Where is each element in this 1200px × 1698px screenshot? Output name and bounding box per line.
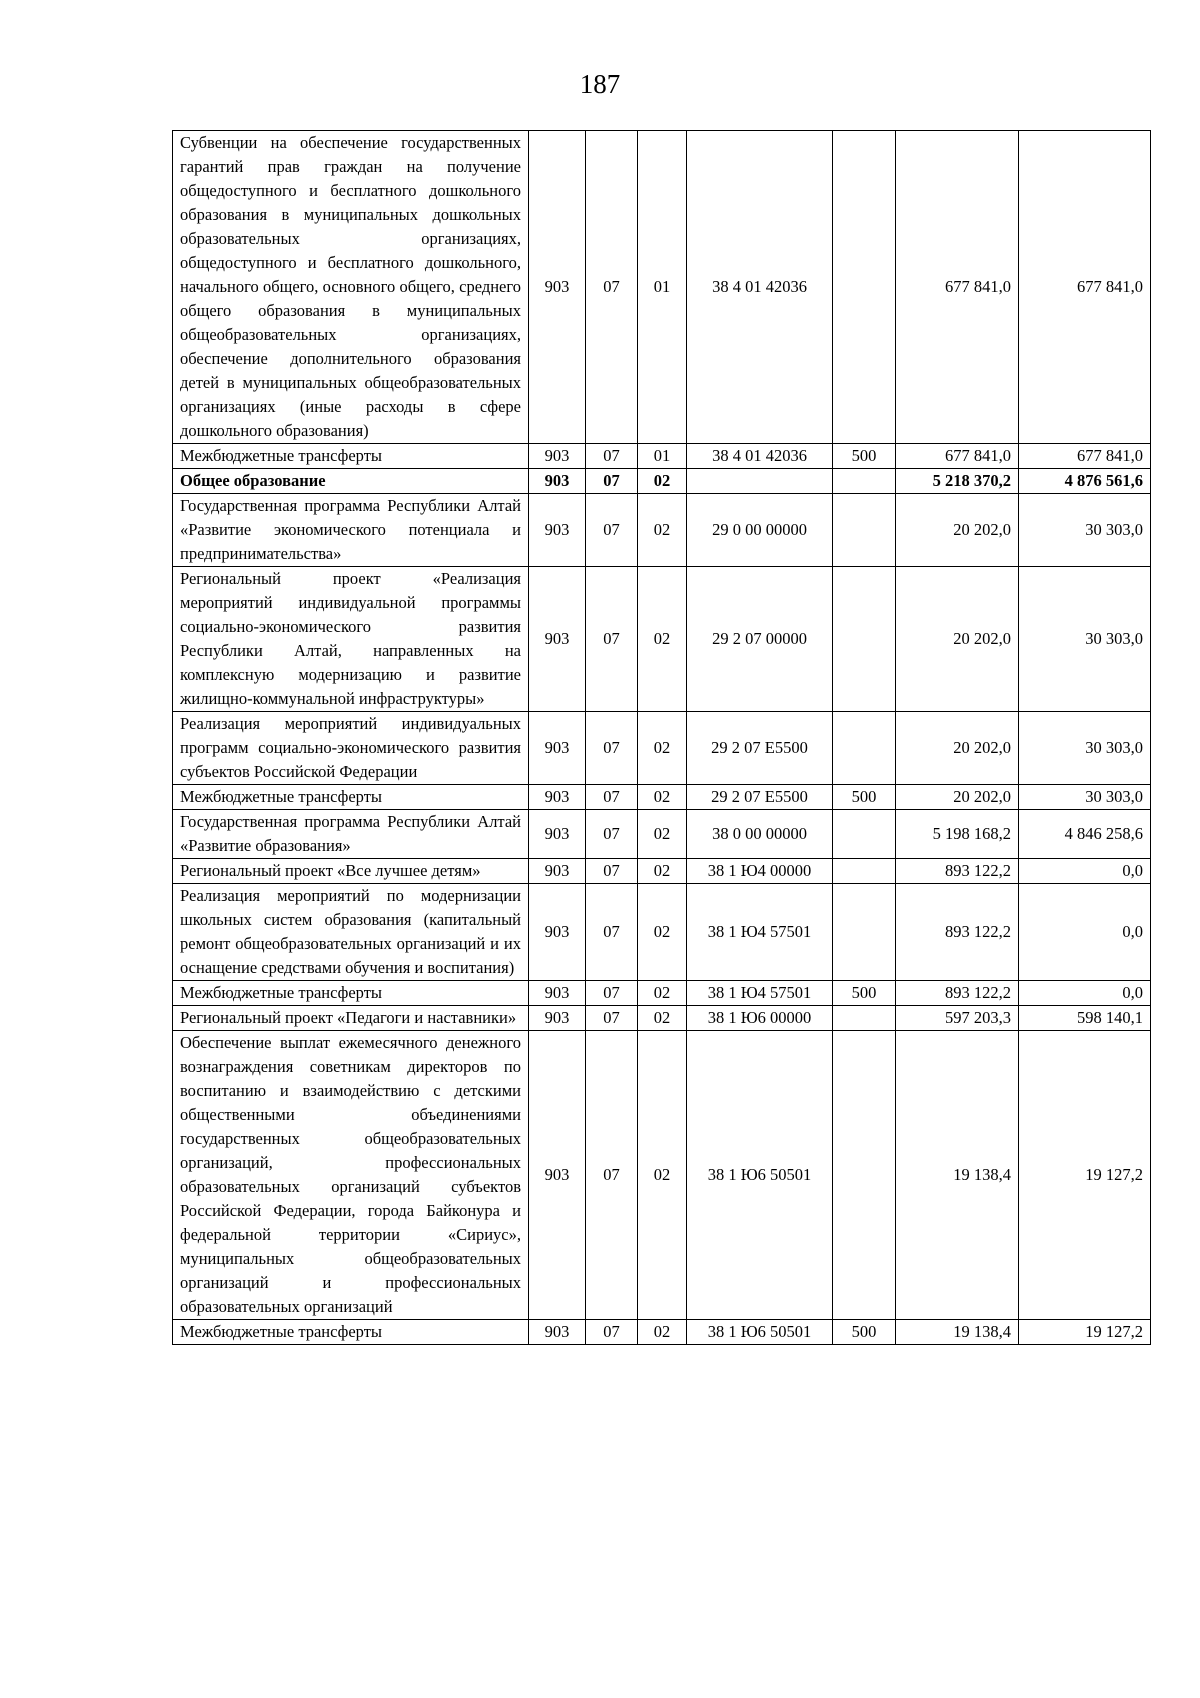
cell-subsection: 02 bbox=[638, 712, 687, 785]
cell-name: Обеспечение выплат ежемесячного денежного вознаграждения советникам директоров по воспитанию и взаимодействию с детскими общественными объединениями государственных общеобразовательных организаций, профессиональных образовательных организаций субъектов Российской Федерации, города Байконура и федеральной территории «Сириус», муниципальных общеобразовательных организаций и профессиональных образовательных организаций bbox=[173, 1031, 529, 1320]
cell-expense-type bbox=[833, 712, 896, 785]
cell-section: 07 bbox=[586, 810, 638, 859]
table-row bbox=[173, 1320, 1151, 1345]
cell-amount-year1: 20 202,0 bbox=[896, 785, 1019, 810]
cell-section: 07 bbox=[586, 1320, 638, 1345]
cell-name: Межбюджетные трансферты bbox=[173, 981, 529, 1006]
cell-subsection: 02 bbox=[638, 1320, 687, 1345]
cell-name: Региональный проект «Реализация мероприятий индивидуальной программы социально-экономического развития Республики Алтай, направленных на комплексную модернизацию и развитие жилищно-коммунальной инфраструктуры» bbox=[173, 567, 529, 712]
cell-name: Субвенции на обеспечение государственных гарантий прав граждан на получение общедоступного и бесплатного дошкольного образования в муниципальных дошкольных образовательных организациях, общедоступного и бесплатного дошкольного, начального общего, основного общего, среднего общего образования в муниципальных общеобразовательных организациях, обеспечение дополнительного образования детей в муниципальных общеобразовательных организациях (иные расходы в сфере дошкольного образования) bbox=[173, 131, 529, 444]
table-row bbox=[173, 859, 1151, 884]
cell-section: 07 bbox=[586, 859, 638, 884]
cell-amount-year2: 0,0 bbox=[1019, 884, 1151, 981]
cell-expense-type bbox=[833, 469, 896, 494]
cell-subsection: 02 bbox=[638, 469, 687, 494]
cell-amount-year2: 0,0 bbox=[1019, 859, 1151, 884]
table-row bbox=[173, 1031, 1151, 1320]
cell-section: 07 bbox=[586, 494, 638, 567]
cell-amount-year2: 677 841,0 bbox=[1019, 131, 1151, 444]
cell-amount-year2: 598 140,1 bbox=[1019, 1006, 1151, 1031]
table-row bbox=[173, 469, 1151, 494]
cell-name: Региональный проект «Все лучшее детям» bbox=[173, 859, 529, 884]
cell-target-article: 38 1 Ю6 00000 bbox=[687, 1006, 833, 1031]
cell-target-article bbox=[687, 469, 833, 494]
cell-amount-year2: 30 303,0 bbox=[1019, 494, 1151, 567]
cell-grbs: 903 bbox=[529, 1031, 586, 1320]
table-body bbox=[173, 131, 1151, 1345]
cell-target-article: 38 1 Ю4 57501 bbox=[687, 884, 833, 981]
table-row bbox=[173, 131, 1151, 444]
cell-subsection: 02 bbox=[638, 494, 687, 567]
table-row bbox=[173, 712, 1151, 785]
cell-grbs: 903 bbox=[529, 859, 586, 884]
cell-amount-year1: 20 202,0 bbox=[896, 712, 1019, 785]
cell-amount-year2: 30 303,0 bbox=[1019, 712, 1151, 785]
cell-amount-year1: 5 198 168,2 bbox=[896, 810, 1019, 859]
cell-grbs: 903 bbox=[529, 494, 586, 567]
cell-subsection: 02 bbox=[638, 981, 687, 1006]
cell-expense-type bbox=[833, 884, 896, 981]
table-row bbox=[173, 1006, 1151, 1031]
cell-target-article: 38 1 Ю4 57501 bbox=[687, 981, 833, 1006]
cell-amount-year2: 677 841,0 bbox=[1019, 444, 1151, 469]
cell-target-article: 29 0 00 00000 bbox=[687, 494, 833, 567]
cell-section: 07 bbox=[586, 131, 638, 444]
table-row bbox=[173, 785, 1151, 810]
cell-subsection: 02 bbox=[638, 1006, 687, 1031]
cell-grbs: 903 bbox=[529, 469, 586, 494]
cell-amount-year1: 677 841,0 bbox=[896, 444, 1019, 469]
cell-section: 07 bbox=[586, 469, 638, 494]
cell-section: 07 bbox=[586, 444, 638, 469]
cell-expense-type: 500 bbox=[833, 981, 896, 1006]
cell-subsection: 02 bbox=[638, 810, 687, 859]
table-row bbox=[173, 810, 1151, 859]
cell-expense-type: 500 bbox=[833, 785, 896, 810]
cell-amount-year1: 677 841,0 bbox=[896, 131, 1019, 444]
cell-amount-year2: 4 876 561,6 bbox=[1019, 469, 1151, 494]
cell-grbs: 903 bbox=[529, 444, 586, 469]
cell-subsection: 01 bbox=[638, 444, 687, 469]
cell-amount-year2: 0,0 bbox=[1019, 981, 1151, 1006]
cell-grbs: 903 bbox=[529, 810, 586, 859]
cell-amount-year2: 19 127,2 bbox=[1019, 1320, 1151, 1345]
cell-name: Межбюджетные трансферты bbox=[173, 785, 529, 810]
cell-target-article: 29 2 07 00000 bbox=[687, 567, 833, 712]
table-row bbox=[173, 981, 1151, 1006]
cell-expense-type bbox=[833, 567, 896, 712]
cell-amount-year2: 4 846 258,6 bbox=[1019, 810, 1151, 859]
cell-amount-year2: 19 127,2 bbox=[1019, 1031, 1151, 1320]
cell-target-article: 38 4 01 42036 bbox=[687, 131, 833, 444]
cell-subsection: 02 bbox=[638, 785, 687, 810]
cell-section: 07 bbox=[586, 567, 638, 712]
cell-section: 07 bbox=[586, 981, 638, 1006]
table-row bbox=[173, 494, 1151, 567]
cell-amount-year2: 30 303,0 bbox=[1019, 785, 1151, 810]
cell-subsection: 01 bbox=[638, 131, 687, 444]
cell-expense-type bbox=[833, 131, 896, 444]
cell-amount-year1: 20 202,0 bbox=[896, 567, 1019, 712]
cell-expense-type bbox=[833, 1006, 896, 1031]
cell-section: 07 bbox=[586, 1006, 638, 1031]
cell-amount-year1: 597 203,3 bbox=[896, 1006, 1019, 1031]
cell-grbs: 903 bbox=[529, 1006, 586, 1031]
cell-amount-year1: 20 202,0 bbox=[896, 494, 1019, 567]
cell-amount-year1: 893 122,2 bbox=[896, 884, 1019, 981]
table-row bbox=[173, 567, 1151, 712]
cell-expense-type bbox=[833, 1031, 896, 1320]
cell-section: 07 bbox=[586, 1031, 638, 1320]
cell-expense-type bbox=[833, 859, 896, 884]
cell-section: 07 bbox=[586, 785, 638, 810]
cell-subsection: 02 bbox=[638, 1031, 687, 1320]
cell-amount-year1: 5 218 370,2 bbox=[896, 469, 1019, 494]
cell-target-article: 29 2 07 Е5500 bbox=[687, 785, 833, 810]
cell-amount-year2: 30 303,0 bbox=[1019, 567, 1151, 712]
cell-amount-year1: 19 138,4 bbox=[896, 1320, 1019, 1345]
table-row bbox=[173, 884, 1151, 981]
cell-grbs: 903 bbox=[529, 131, 586, 444]
cell-name: Региональный проект «Педагоги и наставники» bbox=[173, 1006, 529, 1031]
cell-name: Общее образование bbox=[173, 469, 529, 494]
cell-grbs: 903 bbox=[529, 785, 586, 810]
cell-subsection: 02 bbox=[638, 884, 687, 981]
cell-target-article: 29 2 07 Е5500 bbox=[687, 712, 833, 785]
cell-expense-type: 500 bbox=[833, 444, 896, 469]
cell-name: Межбюджетные трансферты bbox=[173, 1320, 529, 1345]
cell-target-article: 38 4 01 42036 bbox=[687, 444, 833, 469]
cell-amount-year1: 893 122,2 bbox=[896, 859, 1019, 884]
cell-section: 07 bbox=[586, 884, 638, 981]
cell-subsection: 02 bbox=[638, 567, 687, 712]
cell-name: Государственная программа Республики Алтай «Развитие экономического потенциала и предпринимательства» bbox=[173, 494, 529, 567]
table-row bbox=[173, 444, 1151, 469]
cell-grbs: 903 bbox=[529, 567, 586, 712]
cell-expense-type: 500 bbox=[833, 1320, 896, 1345]
cell-target-article: 38 1 Ю6 50501 bbox=[687, 1031, 833, 1320]
page-number: 187 bbox=[579, 69, 621, 99]
cell-grbs: 903 bbox=[529, 1320, 586, 1345]
cell-amount-year1: 893 122,2 bbox=[896, 981, 1019, 1006]
cell-name: Реализация мероприятий индивидуальных программ социально-экономического развития субъектов Российской Федерации bbox=[173, 712, 529, 785]
cell-amount-year1: 19 138,4 bbox=[896, 1031, 1019, 1320]
cell-expense-type bbox=[833, 494, 896, 567]
cell-grbs: 903 bbox=[529, 981, 586, 1006]
cell-section: 07 bbox=[586, 712, 638, 785]
cell-expense-type bbox=[833, 810, 896, 859]
cell-name: Государственная программа Республики Алтай «Развитие образования» bbox=[173, 810, 529, 859]
cell-target-article: 38 1 Ю4 00000 bbox=[687, 859, 833, 884]
cell-name: Реализация мероприятий по модернизации школьных систем образования (капитальный ремонт общеобразовательных организаций и их оснащение средствами обучения и воспитания) bbox=[173, 884, 529, 981]
cell-name: Межбюджетные трансферты bbox=[173, 444, 529, 469]
cell-target-article: 38 0 00 00000 bbox=[687, 810, 833, 859]
cell-grbs: 903 bbox=[529, 712, 586, 785]
cell-target-article: 38 1 Ю6 50501 bbox=[687, 1320, 833, 1345]
cell-subsection: 02 bbox=[638, 859, 687, 884]
budget-table bbox=[172, 130, 1151, 1345]
cell-grbs: 903 bbox=[529, 884, 586, 981]
